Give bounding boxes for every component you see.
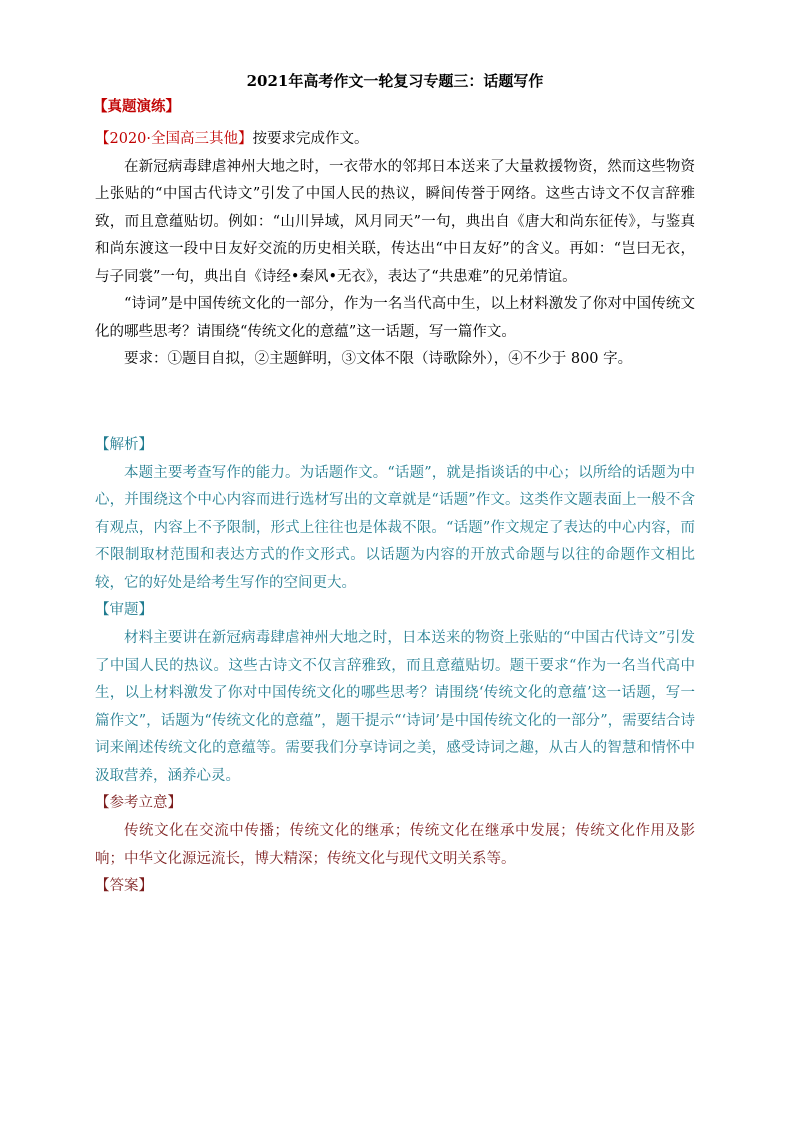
section-tag-lizi: 【参考立意】: [95, 795, 182, 811]
section-tag-zhenti: 【真题演练】: [93, 98, 180, 115]
review-text: 材料主要讲在新冠病毒肆虐神州大地之时，日本送来的物资上张贴的“中国古代诗文”引发了中国人民的热议。这些古诗文不仅言辞雅致，而且意蕴贴切。题干要求“作为一名当代高中生，以上材料激发了你对中国传统文化的哪些思考？请围绕‘传统文化的意蕴’这一话题，写一篇作文”，话题为“传统文化的意蕴”，题干提示“‘诗词’是中国传统文化的一部分”，需要结合诗词来阐述传统文化的意蕴等。需要我们分享诗词之美，感受诗词之趣，从古人的智慧和情怀中汲取营养，涵养心灵。: [95, 630, 695, 784]
section-tag-daan: 【答案】: [95, 878, 153, 894]
question-intro: [95, 126, 695, 154]
section-tag-jiexi: 【解析】: [95, 436, 153, 453]
ideas-text: 传统文化在交流中传播；传统文化的继承；传统文化在继承中发展；传统文化作用及影响；中华文化源远流长，博大精深；传统文化与现代文明关系等。: [95, 823, 695, 867]
question-instruction: 按要求完成作文。: [252, 131, 369, 147]
page-title: 2021年高考作文一轮复习专题三：话题写作: [246, 72, 544, 90]
question-source: 【2020·全国高三其他】: [95, 131, 253, 147]
question-requirements: 要求：①题目自拟，②主题鲜明，③文体不限（诗歌除外），④不少于 800 字。: [124, 351, 633, 367]
question-para-2: “诗词”是中国传统文化的一部分，作为一名当代高中生，以上材料激发了你对中国传统文化的哪些思考？请围绕“传统文化的意蕴”这一话题，写一篇作文。: [95, 296, 695, 340]
document-page: [95, 70, 695, 901]
spacer: [95, 374, 695, 432]
analysis-text: 本题主要考查写作的能力。为话题作文。“话题”，就是指谈话的中心；以所给的话题为中心，并围绕这个中心内容而进行选材写出的文章就是“话题”作文。这类作文题表面上一般不含有观点，内容上不予限制，形式上往往也是体裁不限。“话题”作文规定了表达的中心内容，而不限制取材范围和表达方式的作文形式。以话题为内容的开放式命题与以往的命题作文相比较，它的好处是给考生写作的空间更大。: [95, 464, 695, 591]
question-para-1: 在新冠病毒肆虐神州大地之时，一衣带水的邻邦日本送来了大量救援物资，然而这些物资上张贴的“中国古代诗文”引发了中国人民的热议，瞬间传誉于网络。这些古诗文不仅言辞雅致，而且意蕴贴切。例如：“山川异域，风月同天”一句，典出自《唐大和尚东征传》，与鉴真和尚东渡这一段中日友好交流的历史相关联，传达出“中日友好”的含义。再如：“岂曰无衣，与子同裳”一句，典出自《诗经•秦风•无衣》，表达了“共患难”的兄弟情谊。: [95, 158, 695, 285]
section-tag-shenti: 【审题】: [95, 602, 153, 618]
